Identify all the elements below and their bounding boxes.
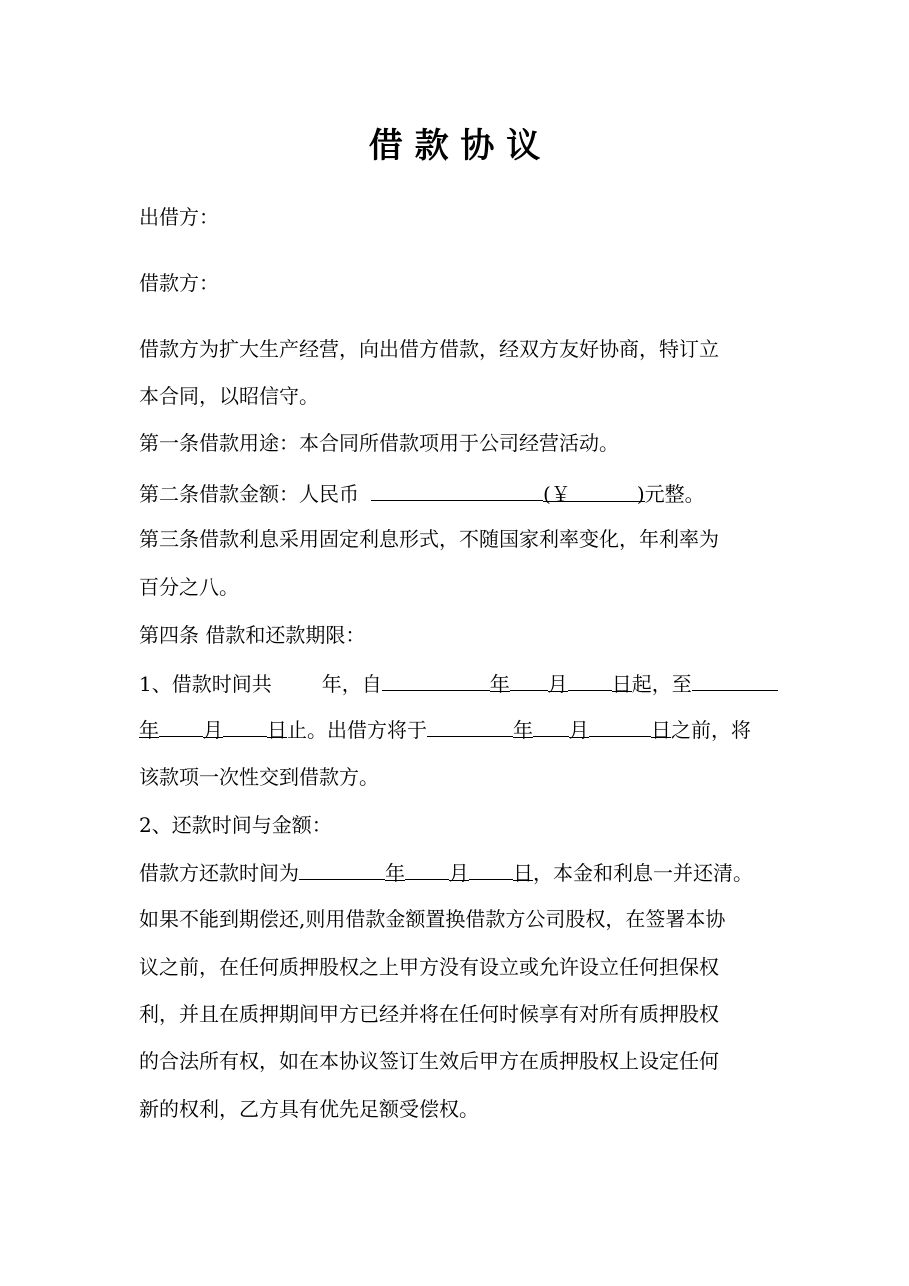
repay-para-4: 的合法所有权，如在本协议签订生效后甲方在质押股权上设定任何 [139,1049,719,1073]
article-3-line-2: 百分之八。 [139,575,239,599]
end-day-blank [223,714,267,737]
article-2-prefix: 第二条借款金额：人民币 [139,482,359,506]
deliver-year-unit: 年 [513,715,533,738]
start-month-unit: 月 [548,669,568,692]
repay-para-5: 新的权利，乙方具有优先足额受偿权。 [139,1097,479,1121]
yen-open: (￥ [543,482,571,506]
start-day-blank [568,668,612,691]
repay-line-1 [139,857,753,888]
amount-yen-group [543,479,645,506]
repay-para-2: 议之前，在任何质押股权之上甲方没有设立或允许设立任何担保权 [139,955,719,979]
term-to-label: 起，至 [631,672,692,696]
repay-para-3: 利，并且在质押期间甲方已经并将在任何时候享有对所有质押股权 [139,1002,719,1026]
deliver-day-blank [589,714,651,737]
repay-heading: 2、还款时间与金额： [139,813,332,837]
borrower-label: 借款方： [139,271,219,295]
article-4-heading: 第四条 借款和还款期限： [139,623,366,647]
repay-year-unit: 年 [385,858,405,881]
article-2 [139,478,705,509]
term-line-2 [139,714,751,745]
repay-day-unit: 日 [513,858,533,881]
term-line-3: 该款项一次性交到借款方。 [139,765,379,789]
term-before-label: 之前，将 [671,718,751,742]
amount-blank [371,478,543,501]
repay-month-blank [405,857,449,880]
lender-label: 出借方： [139,205,219,229]
end-day-unit: 日 [267,715,287,738]
repay-para-1: 如果不能到期偿还,则用借款金额置换借款方公司股权，在签署本协 [139,907,726,931]
repay-month-unit: 月 [449,858,469,881]
end-year-unit: 年 [139,715,159,738]
document-title: 借 款 协 议 [368,126,541,166]
amount-suffix: 元整。 [644,482,705,506]
deliver-month-unit: 月 [569,715,589,738]
repay-year-blank [299,857,385,880]
article-3-line-1: 第三条借款利息采用固定利息形式，不随国家利率变化，年利率为 [139,527,719,551]
deliver-year-blank [427,714,513,737]
article-1: 第一条借款用途：本合同所借款项用于公司经营活动。 [139,431,619,455]
yen-close-paren: ) [636,482,645,506]
term-duration-label: 1、借款时间共 [139,672,272,696]
start-day-unit: 日 [612,669,632,692]
end-year-blank [692,668,778,691]
intro-line-1: 借款方为扩大生产经营，向出借方借款，经双方友好协商，特订立 [139,337,719,361]
intro-line-2: 本合同，以昭信守。 [139,384,319,408]
term-line-1 [139,668,778,699]
repay-suffix: ，本金和利息一并还清。 [533,861,753,885]
term-deliver-label: 止。出借方将于 [287,718,427,742]
start-year-unit: 年 [490,669,510,692]
deliver-month-blank [533,714,569,737]
repay-time-label: 借款方还款时间为 [139,861,299,885]
term-from-label: 年，自 [321,672,382,696]
end-month-unit: 月 [203,715,223,738]
deliver-day-unit: 日 [651,715,671,738]
end-month-blank [159,714,203,737]
start-month-blank [510,668,548,691]
repay-day-blank [469,857,513,880]
start-year-blank [382,668,490,691]
